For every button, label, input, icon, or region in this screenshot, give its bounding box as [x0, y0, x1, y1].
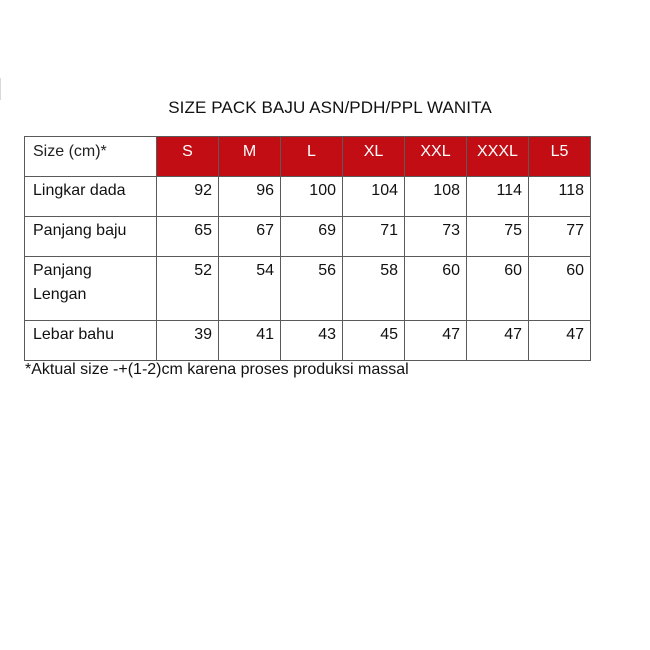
table-cell: 71: [343, 217, 405, 257]
size-header-l: L: [281, 137, 343, 177]
table-cell: 47: [405, 321, 467, 361]
table-cell: 96: [219, 177, 281, 217]
table-cell: 41: [219, 321, 281, 361]
table-row: [25, 177, 591, 217]
table-cell: 69: [281, 217, 343, 257]
table-cell: 73: [405, 217, 467, 257]
table-cell: 108: [405, 177, 467, 217]
table-cell: 60: [529, 257, 591, 321]
size-header-xxxl: XXXL: [467, 137, 529, 177]
corner-label: Size (cm)*: [25, 137, 157, 177]
table-cell: 58: [343, 257, 405, 321]
size-tolerance-note: *Aktual size -+(1-2)cm karena proses produksi massal: [25, 361, 409, 378]
table-row: [25, 321, 591, 361]
table-cell: 65: [157, 217, 219, 257]
row-label-text: Lengan: [33, 286, 87, 303]
row-label: [25, 257, 157, 321]
size-header-xl: XL: [343, 137, 405, 177]
table-cell: 77: [529, 217, 591, 257]
table-row: [25, 217, 591, 257]
table-cell: 118: [529, 177, 591, 217]
table-cell: 47: [467, 321, 529, 361]
edge-divider: [0, 78, 1, 100]
table-cell: 67: [219, 217, 281, 257]
table-cell: 47: [529, 321, 591, 361]
table-cell: 54: [219, 257, 281, 321]
row-label-text: Panjang baju: [33, 222, 127, 239]
row-label-text: Lingkar dada: [33, 182, 126, 199]
table-cell: 100: [281, 177, 343, 217]
table-cell: 56: [281, 257, 343, 321]
row-label-text: Lebar bahu: [33, 326, 114, 343]
header-row: [25, 137, 591, 177]
size-header-s: S: [157, 137, 219, 177]
size-header-xxl: XXL: [405, 137, 467, 177]
row-label: [25, 321, 157, 361]
table-cell: 92: [157, 177, 219, 217]
size-table: [24, 136, 591, 361]
table-cell: 60: [405, 257, 467, 321]
table-cell: 43: [281, 321, 343, 361]
chart-title: SIZE PACK BAJU ASN/PDH/PPL WANITA: [168, 98, 492, 117]
table-row: [25, 257, 591, 321]
row-label-text: Panjang: [33, 262, 92, 279]
table-cell: 75: [467, 217, 529, 257]
table-cell: 114: [467, 177, 529, 217]
table-cell: 52: [157, 257, 219, 321]
size-header-m: M: [219, 137, 281, 177]
table-cell: 104: [343, 177, 405, 217]
table-cell: 39: [157, 321, 219, 361]
row-label: [25, 177, 157, 217]
size-header-l5: L5: [529, 137, 591, 177]
row-label: [25, 217, 157, 257]
table-cell: 45: [343, 321, 405, 361]
table-cell: 60: [467, 257, 529, 321]
